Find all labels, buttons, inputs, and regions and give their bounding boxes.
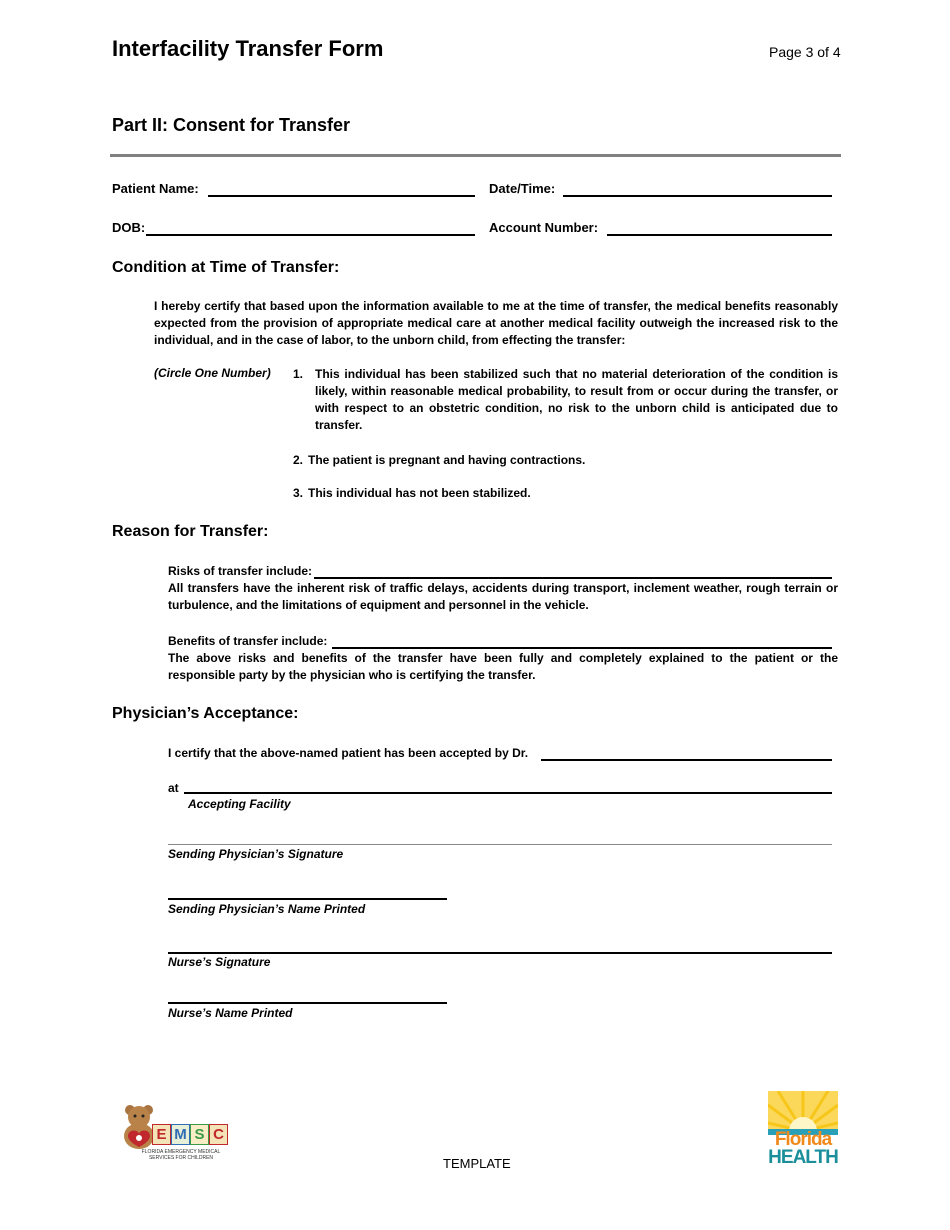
template-label: TEMPLATE [443,1156,511,1171]
risks-label: Risks of transfer include: [168,564,313,578]
option-3-number[interactable]: 3. [293,486,304,500]
benefits-label: Benefits of transfer include: [168,634,328,648]
emsc-block-m: M [171,1124,190,1145]
page-number: Page 3 of 4 [769,44,841,60]
date-time-field[interactable] [563,195,832,197]
benefits-field[interactable] [332,647,832,649]
at-label: at [168,781,179,795]
accepting-doctor-field[interactable] [541,759,832,761]
acceptance-heading: Physician’s Acceptance: [112,705,299,722]
dob-label: DOB: [112,220,146,235]
nurse-name-caption: Nurse’s Name Printed [168,1006,293,1020]
sending-signature-line[interactable] [168,844,832,845]
reason-heading: Reason for Transfer: [112,523,269,540]
emsc-caption [122,1149,240,1161]
account-number-label: Account Number: [489,220,599,235]
account-number-field[interactable] [607,234,832,236]
header-divider [110,154,841,157]
option-1-text: This individual has been stabilized such that no material deterioration of the condition is likely, within reasonable medical probability, to result from or occur during the transfer, or with respect to an obstetric condition, no risk to the unborn child is anticipated due to transfer. [315,367,838,432]
emsc-block-e: E [152,1124,171,1145]
emsc-block-s: S [190,1124,209,1145]
benefits-text: The above risks and benefits of the transfer have been fully and completely explained to the patient or the responsible party by the physician who is certifying the transfer. [168,651,838,682]
patient-name-field[interactable] [208,195,475,197]
circle-one-label: (Circle One Number) [154,366,271,380]
florida-word: Florida [774,1129,832,1150]
condition-certify-text: I hereby certify that based upon the information available to me at the time of transfer, the medical benefits reasonably expected from the provision of appropriate medical care at another medical facility outweigh the increased risk to the individual, and in the case of labor, to the unborn child, from effecting the transfer: [154,299,838,347]
risks-text: All transfers have the inherent risk of traffic delays, accidents during transport, inclement weather, rough terrain or turbulence, and the limitations of equipment and personnel in the vehicle. [168,581,838,612]
emsc-logo [116,1102,246,1166]
emsc-caption-line-2: SERVICES FOR CHILDREN [148,1155,214,1161]
option-2-text: The patient is pregnant and having contractions. [308,453,586,467]
nurse-name-line[interactable] [168,1002,447,1004]
florida-health-logo [768,1091,838,1169]
acceptance-certify-text: I certify that the above-named patient has been accepted by Dr. [168,746,529,760]
condition-heading: Condition at Time of Transfer: [112,259,340,276]
option-2-number[interactable]: 2. [293,453,304,467]
option-3-text: This individual has not been stabilized. [308,486,531,500]
sending-signature-caption: Sending Physician’s Signature [168,847,344,861]
accepting-facility-field[interactable] [184,792,832,794]
emsc-block-c: C [209,1124,228,1145]
health-word: HEALTH [768,1147,838,1168]
date-time-label: Date/Time: [489,181,556,196]
form-title: Interfacility Transfer Form [112,36,384,61]
part-title: Part II: Consent for Transfer [112,115,351,135]
sending-name-line[interactable] [168,898,447,900]
accepting-facility-caption: Accepting Facility [188,797,291,811]
nurse-signature-caption: Nurse’s Signature [168,955,271,969]
nurse-signature-line[interactable] [168,952,832,954]
patient-name-label: Patient Name: [112,181,199,196]
dob-field[interactable] [146,234,475,236]
emsc-caption-line-1: FLORIDA EMERGENCY MEDICAL [141,1149,221,1155]
option-1-number[interactable]: 1. [293,367,304,381]
risks-field[interactable] [314,577,832,579]
sending-name-caption: Sending Physician’s Name Printed [168,902,366,916]
